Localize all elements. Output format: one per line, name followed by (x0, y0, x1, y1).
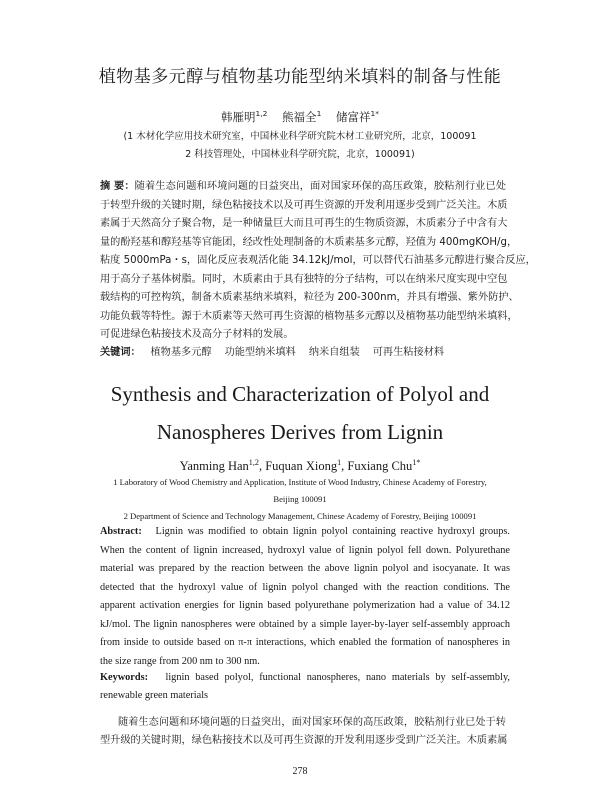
keyword: 纳米自组装 (308, 347, 360, 358)
english-affiliation: 2 Department of Science and Technology Management, Chinese Academy of Forestry, Beijing 100091 (123, 511, 477, 521)
abstract-line: from inside to outside based on π-π interactions, which enabled the formation of nanospheres in (100, 637, 510, 648)
keywords-line: renewable green materials (100, 690, 209, 701)
abstract-line: 粘度 5000mPa・s，固化反应表观活化能 34.12kJ/mol，可以替代石油基多元醇进行聚合反应， (100, 255, 536, 266)
author: Fuxiang Chu (347, 459, 413, 474)
body-line: 型升级的关键时期，绿色粘接技术以及可再生资源的开发利用逐步受到广泛关注。木质素属 (100, 735, 508, 746)
author-sup: 1,2 (248, 458, 259, 467)
keywords-line: lignin based polyol, functional nanospheres, nano materials by self-assembly, (165, 672, 510, 683)
author: 熊福全 (282, 110, 317, 124)
abstract-line: When the content of lignin increased, hydroxyl value of lignin polyol fell down. Polyurethane (100, 544, 510, 556)
abstract-line: Lignin was modified to obtain lignin polyol containing reactive hydroxyl groups. (155, 526, 510, 537)
keywords-label: 关键词： (100, 347, 141, 358)
english-affiliation: 1 Laboratory of Wood Chemistry and Application, Institute of Wood Industry, Chinese Academy of Forestry, (113, 477, 487, 487)
author-sup: 1* (412, 458, 421, 467)
abstract-label: 摘 要： (100, 181, 135, 192)
abstract-line: apparent activation energies for lignin based polyurethane polymerization had a value of 34.12 (100, 600, 510, 611)
chinese-affiliation: (1 木材化学应用技术研究室，中国林业科学研究院木材工业研究所，北京，100091 (123, 131, 477, 142)
abstract-line: material was prepared by the reaction between the above lignin polyol and isocyanate. It was (100, 563, 510, 574)
abstract-line: detected that the hydroxyl value of lignin polyol changed with the reaction conditions. The (100, 581, 510, 593)
abstract-line: 功能负载等特性。源于木质素等天然可再生资源的植物基多元醇以及植物基功能型纳米填料， (100, 310, 518, 322)
author: 储富祥 (335, 110, 371, 124)
author: 韩雁明 (221, 110, 256, 124)
author-sup: 1,2 (255, 109, 268, 119)
chinese-keywords (100, 347, 506, 359)
keyword: 功能型纳米填料 (224, 347, 296, 358)
body-line: 随着生态问题和环境问题的日益突出，面对国家环保的高压政策，胶粘剂行业已处于转 (118, 717, 506, 728)
keyword: 植物基多元醇 (150, 347, 212, 358)
abstract-line: 量的酚羟基和醇羟基等官能团，经改性处理制备的木质素基多元醇，羟值为 400mgKOH/g， (100, 236, 518, 248)
chinese-affiliation: 2 科技管理处，中国林业科学研究院，北京，100091) (185, 149, 415, 160)
abstract-line: 用于高分子基体树脂。同时，木质素由于具有独特的分子结构，可以在纳米尺度实现中空包 (100, 273, 508, 285)
abstract-line: 载结构的可控构筑，制备木质素基纳米填料，粒径为 200-300nm，并具有增强、紫外防护、 (100, 292, 519, 303)
page-number: 278 (292, 766, 308, 777)
english-authors: Yanming Han$^{1,2}$, Fuquan Xiong$^1$, Fuxiang Chu$^{1*}$ (179, 458, 421, 474)
chinese-authors (0, 109, 600, 125)
author: Yanming Han (179, 459, 249, 474)
keywords-label: Keywords: (100, 672, 149, 683)
abstract-line: kJ/mol. The lignin nanospheres were obtained by a simple layer-by-layer self-assembly approach (100, 618, 510, 630)
author-sup: 1* (370, 109, 379, 119)
abstract-line: 可促进绿色粘接技术及高分子材料的发展。 (100, 329, 294, 340)
abstract-line: the size range from 200 nm to 300 nm. (100, 655, 260, 667)
abstract-label: Abstract: (100, 526, 142, 537)
chinese-title: 植物基多元醇与植物基功能型纳米填料的制备与性能 (98, 67, 502, 87)
abstract-line: 于转型升级的关键时期，绿色粘接技术以及可再生资源的开发利用逐步受到广泛关注。木质 (100, 199, 508, 211)
english-title-line: Nanospheres Derives from Lignin (156, 420, 444, 444)
abstract-line: 随着生态问题和环境问题的日益突出，面对国家环保的高压政策，胶粘剂行业已处 (134, 181, 507, 192)
abstract-line: 素属于天然高分子聚合物，是一种储量巨大而且可再生的生物质资源，木质素分子中含有大 (100, 218, 508, 229)
author: Fuquan Xiong (265, 459, 338, 474)
english-affiliation: Beijing 100091 (273, 494, 327, 504)
keyword: 可再生粘接材料 (372, 347, 445, 358)
english-title-line: Synthesis and Characterization of Polyol and (110, 382, 490, 406)
author-sup: 1 (337, 458, 342, 467)
author-sup: 1 (316, 109, 322, 119)
